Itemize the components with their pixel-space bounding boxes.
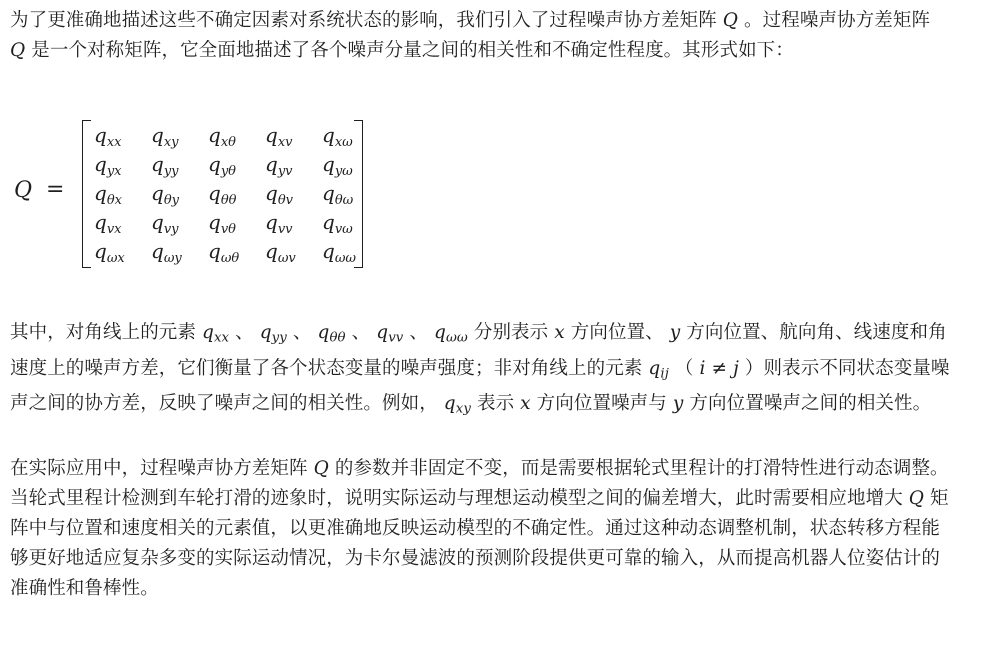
matrix-cell-subscript: vv	[277, 222, 293, 237]
matrix-cell	[322, 180, 372, 209]
math-subscript: θθ	[329, 330, 346, 346]
matrix-cell-symbol: q	[151, 181, 164, 205]
right-bracket	[354, 120, 363, 268]
matrix-cell	[94, 180, 151, 209]
matrix-cell-subscript: θω	[334, 193, 354, 208]
matrix-cell-subscript: yω	[334, 164, 353, 179]
matrix-cell	[322, 122, 372, 151]
math-j: j	[733, 357, 739, 379]
matrix-cell-subscript: xv	[277, 135, 293, 150]
separator: 、	[286, 322, 318, 343]
text-run: 。过程噪声协方差矩阵	[738, 10, 931, 31]
matrix-cell-subscript: θx	[106, 193, 122, 208]
matrix-cell-subscript: ωv	[277, 251, 296, 266]
matrix-cell	[322, 238, 372, 267]
matrix-cell	[151, 209, 208, 238]
matrix-cell	[322, 151, 372, 180]
left-bracket	[82, 120, 91, 268]
matrix-cell-subscript: vω	[334, 222, 353, 237]
covariance-matrix-equation	[10, 116, 410, 276]
math-subscript: ωω	[445, 330, 468, 346]
text-run: ）则表示不同状态变量噪声之间的协方差，反映了噪声之间的相关性。例如，	[10, 357, 950, 415]
matrix-cell	[265, 209, 322, 238]
matrix-cell-subscript: yv	[277, 164, 293, 179]
text-run: 方向位置噪声与	[530, 393, 673, 415]
math-y: y	[669, 322, 681, 343]
matrix-cell-subscript: ωθ	[220, 251, 240, 266]
text-run: 的参数并非固定不变，而是需要根据轮式里程计的打滑特性进行动态调整。当轮式里程计检测到车轮打滑的迹象时，说明实际运动与理想运动模型之间的偏差增大，此时需要相应地增大	[10, 458, 949, 509]
matrix-cell-symbol: q	[322, 152, 335, 176]
math-q: q	[376, 322, 389, 343]
math-q: q	[317, 322, 330, 343]
text-run: 表示	[470, 393, 521, 415]
separator: 、	[345, 322, 377, 343]
matrix-cell-subscript: θy	[163, 193, 179, 208]
matrix-cell	[265, 122, 322, 151]
math-i: i	[699, 357, 706, 379]
separator: 、	[229, 322, 260, 343]
matrix-cell	[151, 122, 208, 151]
matrix-cell	[265, 180, 322, 209]
math-Q: Q	[313, 458, 329, 479]
matrix-cell-subscript: yx	[106, 164, 122, 179]
matrix-cell-symbol: q	[322, 210, 335, 234]
matrix-cell-subscript: ωω	[334, 251, 357, 266]
text-run: 其中，对角线上的元素	[10, 322, 202, 343]
matrix-cell-subscript: yy	[163, 164, 179, 179]
math-q: q	[443, 393, 456, 415]
matrix-cell-symbol: q	[265, 152, 278, 176]
math-subscript: xy	[455, 402, 471, 418]
math-Q: Q	[908, 488, 925, 509]
matrix-cell	[265, 151, 322, 180]
matrix-cell-symbol: q	[94, 123, 107, 147]
matrix-cell-symbol: q	[322, 181, 335, 205]
math-x: x	[520, 393, 531, 415]
matrix-cell-symbol: q	[151, 123, 164, 147]
math-q: q	[434, 322, 446, 343]
matrix-cell-subscript: xx	[106, 135, 122, 150]
matrix-cell	[151, 180, 208, 209]
matrix-cell-subscript: ωy	[163, 251, 182, 266]
matrix-cell-subscript: yθ	[220, 164, 236, 179]
matrix-cell-subscript: vy	[163, 222, 179, 237]
matrix-cell-symbol: q	[94, 152, 107, 176]
matrix-cell-subscript: xθ	[220, 135, 236, 150]
math-subscript: vv	[388, 330, 404, 346]
matrix-cell	[322, 209, 372, 238]
matrix-cell-symbol: q	[208, 210, 221, 234]
text-run: （	[668, 357, 700, 379]
matrix-cell-symbol: q	[208, 123, 221, 147]
matrix-cell-symbol: q	[322, 239, 335, 263]
matrix-cell-symbol: q	[208, 152, 221, 176]
matrix-cell	[265, 238, 322, 267]
matrix-lhs: Q	[14, 178, 33, 203]
math-q: q	[648, 357, 661, 379]
matrix-cell-symbol: q	[322, 123, 335, 147]
paragraph-diagonal	[10, 318, 950, 425]
matrix-cell-subscript: xω	[334, 135, 353, 150]
paragraph-intro	[10, 6, 950, 66]
matrix-cell-symbol: q	[151, 239, 164, 263]
math-Q: Q	[722, 10, 739, 31]
text-run: 矩阵中与位置和速度相关的元素值，以更准确地反映运动模型的不确定性。通过这种动态调整机制，状态转移方程能够更好地适应复杂多变的实际运动情况，为卡尔曼滤波的预测阶段提供更可靠的输入，从而提高机器人位姿估计的准确性和鲁棒性。	[10, 488, 949, 599]
matrix-cell-symbol: q	[265, 123, 278, 147]
math-neq: ≠	[705, 357, 734, 379]
matrix-cell-subscript: θv	[277, 193, 293, 208]
math-q: q	[201, 322, 214, 343]
math-subscript: ij	[660, 366, 669, 382]
matrix-cell-subscript: ωx	[106, 251, 125, 266]
matrix-cell-symbol: q	[94, 210, 107, 234]
text-run: 为了更准确地描述这些不确定因素对系统状态的影响，我们引入了过程噪声协方差矩阵	[10, 10, 723, 31]
matrix-cell-symbol: q	[208, 239, 221, 263]
math-y: y	[672, 393, 684, 415]
matrix-cell-symbol: q	[208, 181, 221, 205]
matrix-cell	[151, 151, 208, 180]
matrix-cell	[208, 209, 265, 238]
separator: 、	[403, 322, 434, 343]
matrix-cell	[208, 122, 265, 151]
matrix-cell-symbol: q	[265, 239, 278, 263]
equals-sign: =	[46, 177, 65, 202]
paragraph-application	[10, 454, 950, 604]
matrix-grid	[94, 122, 372, 267]
matrix-cell-subscript: vx	[106, 222, 122, 237]
matrix-cell-symbol: q	[151, 152, 164, 176]
math-q: q	[259, 322, 272, 343]
matrix-cell-subscript: θθ	[220, 193, 237, 208]
text-run: 方向位置噪声之间的相关性。	[683, 393, 932, 415]
matrix-cell	[208, 238, 265, 267]
matrix-cell-subscript: vθ	[220, 222, 236, 237]
math-subscript: yy	[271, 330, 287, 346]
matrix-cell	[208, 151, 265, 180]
text-run: 方向位置、	[564, 322, 670, 343]
matrix-cell-symbol: q	[94, 239, 107, 263]
math-subscript: xx	[213, 330, 230, 346]
matrix-cell-symbol: q	[265, 181, 278, 205]
text-run: 分别表示	[467, 322, 555, 343]
matrix-cell-symbol: q	[151, 210, 164, 234]
text-run: 方向位置、航向角、线速度和角速度上的噪声方差，它们衡量了各个状态变量的噪声强度；非对角线上的元素	[10, 322, 947, 379]
matrix-cell	[94, 122, 151, 151]
text-run: 在实际应用中，过程噪声协方差矩阵	[10, 458, 314, 479]
matrix-cell	[151, 238, 208, 267]
matrix-cell	[94, 209, 151, 238]
matrix-cell	[94, 238, 151, 267]
math-x: x	[554, 322, 565, 343]
text-run: 是一个对称矩阵，它全面地描述了各个噪声分量之间的相关性和不确定性程度。其形式如下：	[25, 40, 794, 61]
matrix-cell-subscript: xy	[163, 135, 179, 150]
math-Q: Q	[10, 40, 26, 61]
matrix-cell-symbol: q	[94, 181, 107, 205]
matrix-cell	[208, 180, 265, 209]
matrix-cell-symbol: q	[265, 210, 278, 234]
matrix-cell	[94, 151, 151, 180]
